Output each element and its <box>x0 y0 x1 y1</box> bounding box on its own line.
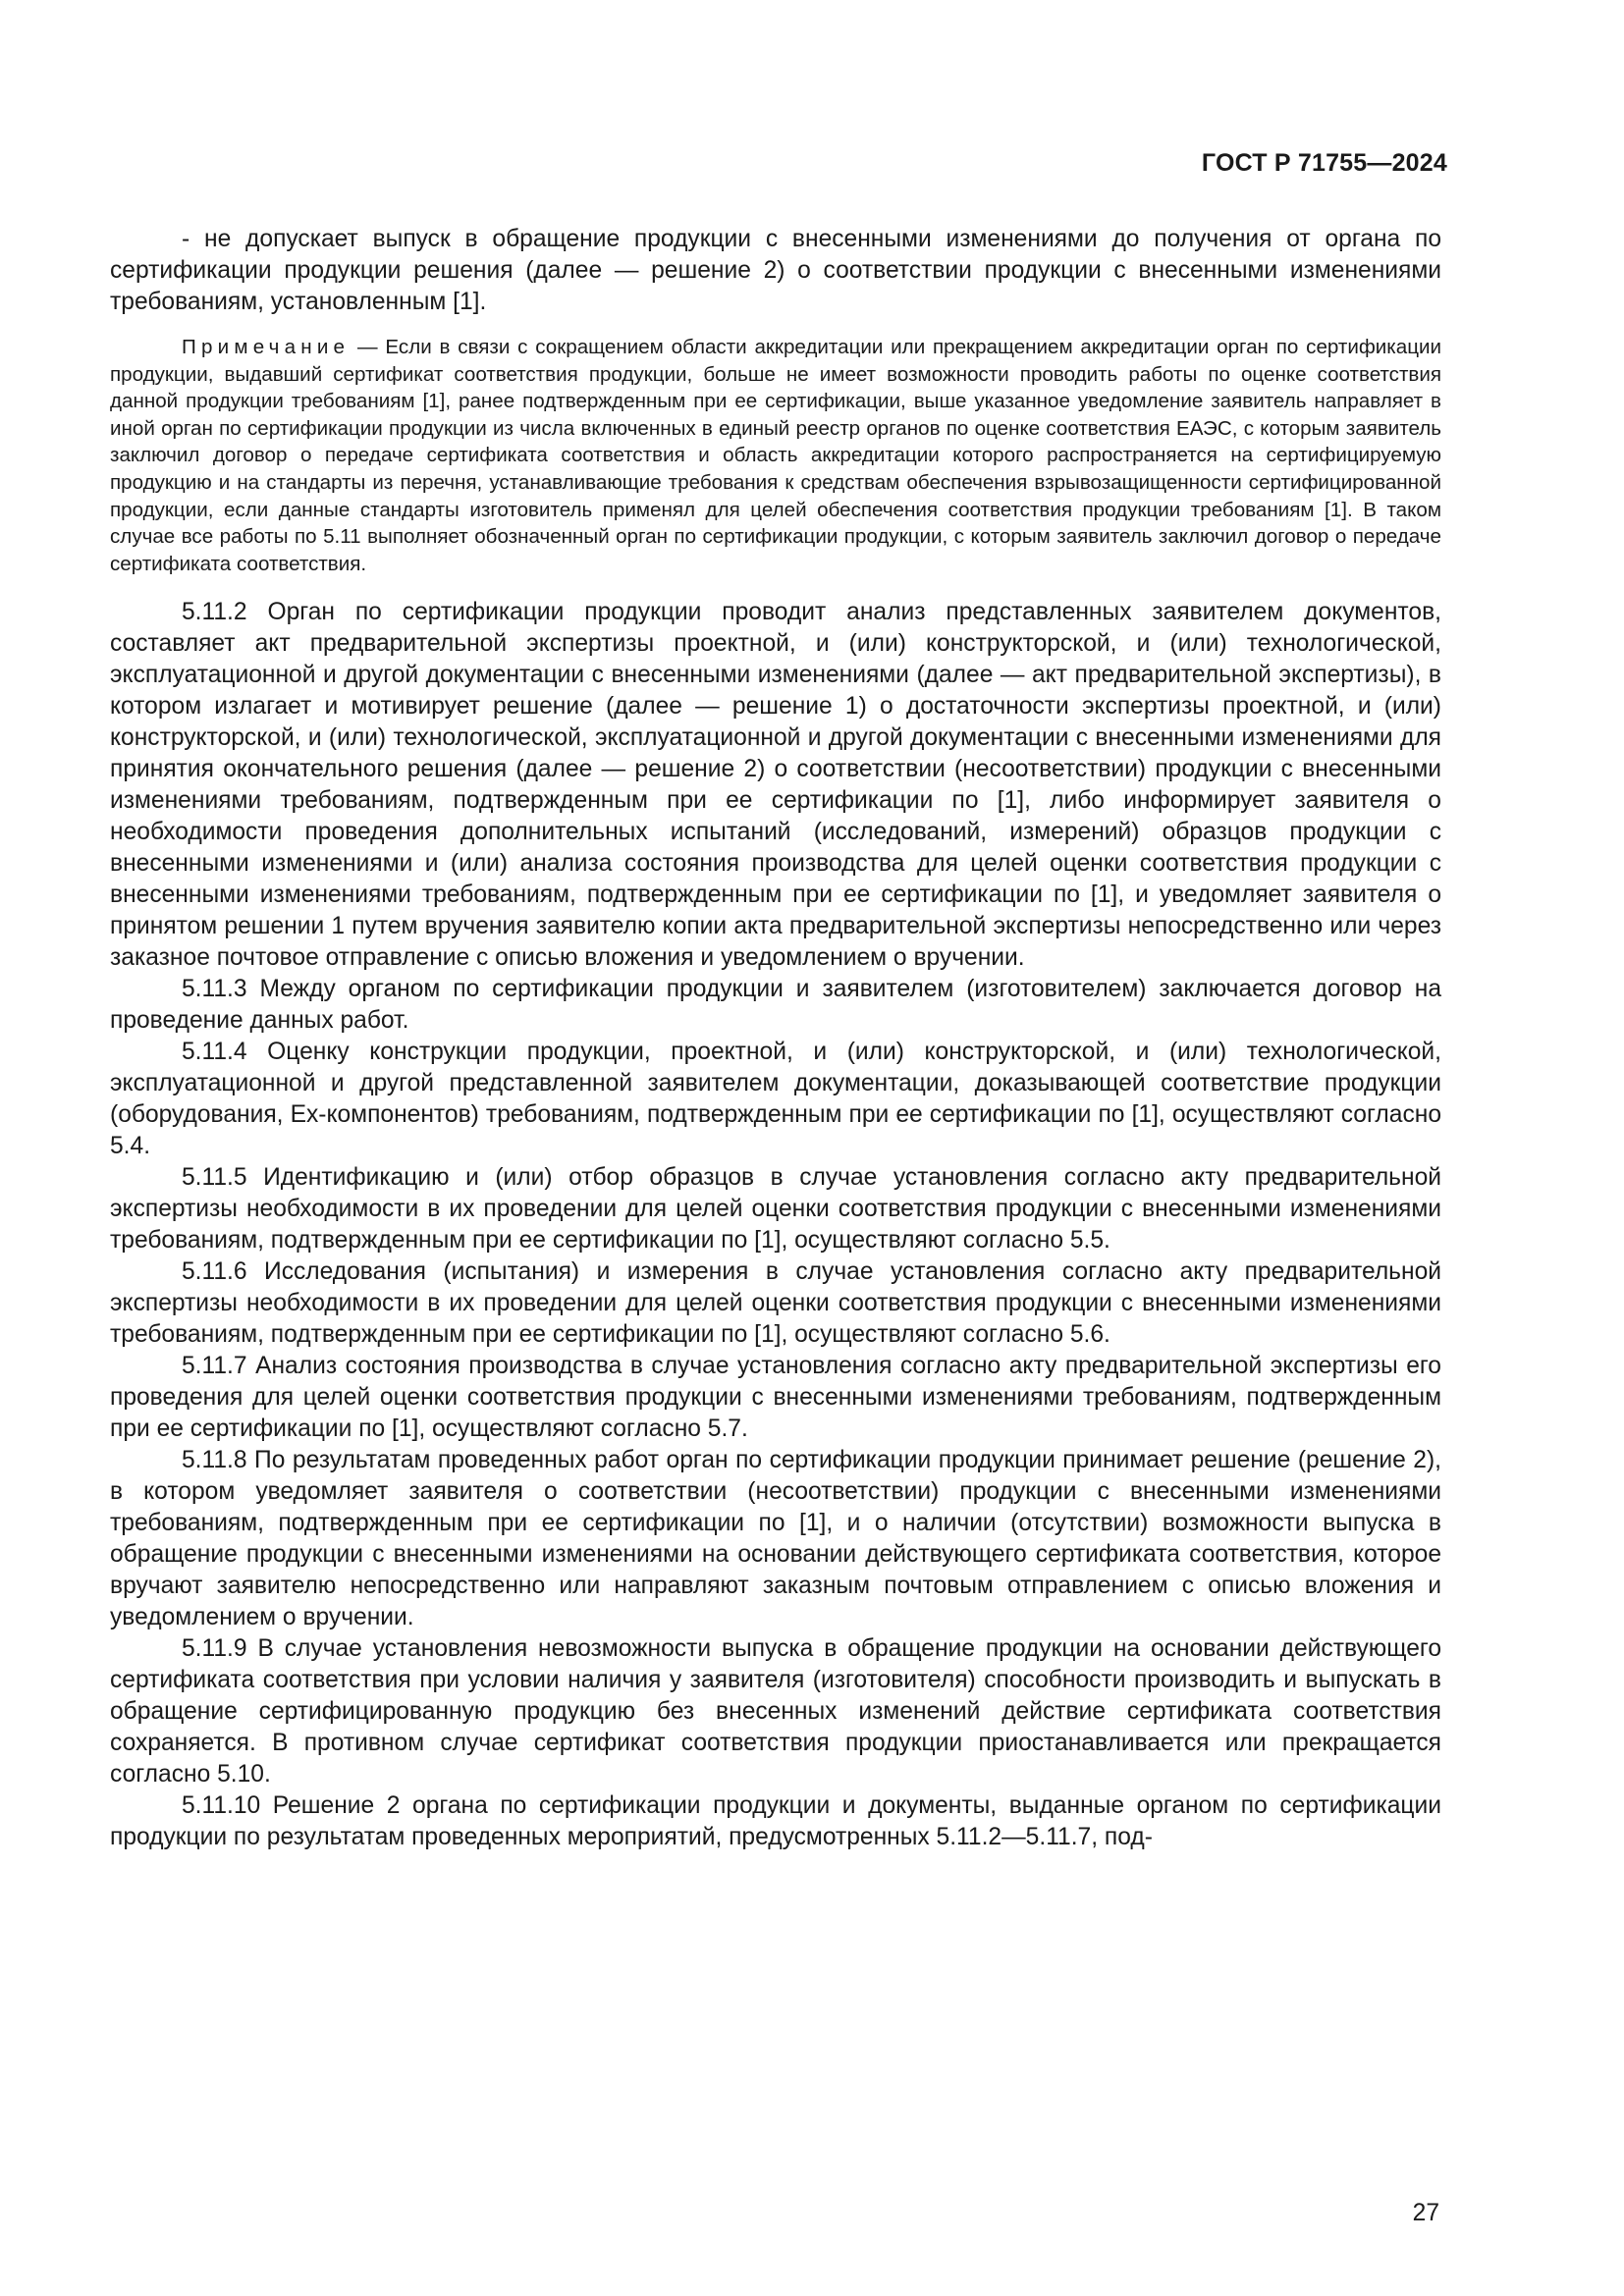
paragraph-5-11-2: 5.11.2 Орган по сертификации продукции проводит анализ представленных заявителем документов, составляет акт предварительной экспертизы проектной, и (или) конструкторской, и (или) технологической, эксплуатационной и другой документации с внесенными изменениями (далее — акт предварительной экспертизы), в котором излагает и мотивирует решение (далее — решение 1) о достаточности экспертизы проектной, и (или) конструкторской, и (или) технологической, эксплуатационной и другой документации с внесенными изменениями для принятия окончательного решения (далее — решение 2) о соответствии (несоответствии) продукции с внесенными изменениями требованиям, подтвержденным при ее сертификации по [1], либо информирует заявителя о необходимости проведения дополнительных испытаний (исследований, измерений) образцов продукции с внесенными изменениями и (или) анализа состояния производства для целей оценки соответствия продукции с внесенными изменениями требованиям, подтвержденным при ее сертификации по [1], и уведомляет заявителя о принятом решении 1 путем вручения заявителю копии акта предварительной экспертизы непосредственно или через заказное почтовое отправление с описью вложения и уведомлением о вручении. <box>110 599 1441 972</box>
note-block <box>110 334 1441 577</box>
paragraph-5-11-8: 5.11.8 По результатам проведенных работ орган по сертификации продукции принимает решение (решение 2), в котором уведомляет заявителя о соответствии (несоответствии) продукции с внесенными изменениями требованиям, подтвержденным при ее сертификации по [1], и о наличии (отсутствии) возможности выпуска в обращение продукции с внесенными изменениями на основании действующего сертификата соответствия, которое вручают заявителю непосредственно или направляют заказным почтовым отправлением с описью вложения и уведомлением о вручении. <box>110 1447 1441 1631</box>
paragraph-5-11-3: 5.11.3 Между органом по сертификации продукции и заявителем (изготовителем) заключается договор на проведение данных работ. <box>110 976 1441 1035</box>
intro-list-item: - не допускает выпуск в обращение продукции с внесенными изменениями до получения от органа по сертификации продукции решения (далее — решение 2) о соответствии продукции с внесенными изменениями требованиям, установленным [1]. <box>110 226 1441 315</box>
paragraph-5-11-6: 5.11.6 Исследования (испытания) и измерения в случае установления согласно акту предварительной экспертизы необходимости в их проведении для целей оценки соответствия продукции с внесенными изменениями требованиям, подтвержденным при ее сертификации по [1], осуществляют согласно 5.6. <box>110 1258 1441 1349</box>
note-text: — Если в связи с сокращением области аккредитации или прекращением аккредитации орган по сертификации продукции, выдавший сертификат соответствия продукции, больше не имеет возможности проводить работы по оценке соответствия данной продукции требованиям [1], ранее подтвержденным при ее сертификации, выше указанное уведомление заявитель направляет в иной орган по сертификации продукции из числа включенных в единый реестр органов по оценке соответствия ЕАЭС, с которым заявитель заключил договор о передаче сертификата соответствия и область аккредитации которого распространяется на сертифицируемую продукцию и на стандарты из перечня, устанавливающие требования к средствам обеспечения взрывозащищенности сертифицированной продукции, если данные стандарты изготовитель применял для целей обеспечения соответствия продукции требованиям [1]. В таком случае все работы по 5.11 выполняет обозначенный орган по сертификации продукции, с которым заявитель заключил договор о передаче сертификата соответствия. <box>110 336 1441 575</box>
document-code: ГОСТ Р 71755—2024 <box>1201 149 1447 177</box>
paragraph-5-11-10: 5.11.10 Решение 2 органа по сертификации продукции и документы, выданные органом по сертификации продукции по результатам проведенных мероприятий, предусмотренных 5.11.2—5.11.7, под- <box>110 1792 1441 1851</box>
page-body <box>110 224 1441 1853</box>
paragraph-5-11-9: 5.11.9 В случае установления невозможности выпуска в обращение продукции на основании действующего сертификата соответствия при условии наличия у заявителя (изготовителя) способности производить и выпускать в обращение сертифицированную продукцию без внесенных изменений действие сертификата соответствия сохраняется. В противном случае сертификат соответствия продукции приостанавливается или прекращается согласно 5.10. <box>110 1635 1441 1789</box>
note-label: Примечание <box>182 336 351 358</box>
paragraph-5-11-5: 5.11.5 Идентификацию и (или) отбор образцов в случае установления согласно акту предварительной экспертизы необходимости в их проведении для целей оценки соответствия продукции с внесенными изменениями требованиям, подтвержденным при ее сертификации по [1], осуществляют согласно 5.5. <box>110 1164 1441 1255</box>
paragraph-5-11-7: 5.11.7 Анализ состояния производства в случае установления согласно акту предварительной экспертизы его проведения для целей оценки соответствия продукции с внесенными изменениями требованиям, подтвержденным при ее сертификации по [1], осуществляют согласно 5.7. <box>110 1353 1441 1443</box>
page-number: 27 <box>1412 2200 1439 2226</box>
paragraph-5-11-4: 5.11.4 Оценку конструкции продукции, проектной, и (или) конструкторской, и (или) технологической, эксплуатационной и другой представленной заявителем документации, доказывающей соответствие продукции (оборудования, Ex-компонентов) требованиям, подтвержденным при ее сертификации по [1], осуществляют согласно 5.4. <box>110 1039 1441 1160</box>
